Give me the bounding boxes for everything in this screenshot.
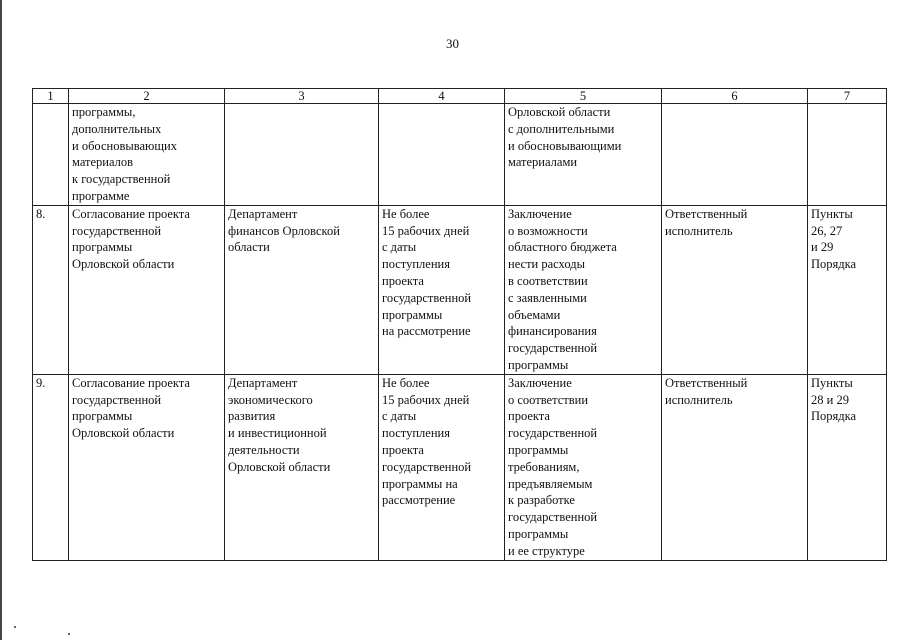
header-cell-col-4: 4: [379, 89, 505, 104]
table-cell-col-1: [33, 374, 69, 560]
cell-text-line: государственной: [72, 223, 162, 238]
table-cell-col-4: [379, 104, 505, 206]
header-cell-col-1: 1: [33, 89, 69, 104]
table-cell-col-6: [662, 374, 808, 560]
cell-text-line: Заключение: [508, 375, 572, 390]
table-cell-col-7: [808, 205, 887, 374]
cell-text-line: Орловской области: [228, 459, 331, 474]
table-cell-col-2: [69, 374, 225, 560]
table-cell-col-6: [662, 104, 808, 206]
table-row: [33, 374, 887, 560]
cell-text-line: программы: [508, 442, 569, 457]
cell-text-line: 15 рабочих дней: [382, 392, 470, 407]
cell-text-line: с заявленными: [508, 290, 587, 305]
cell-text-line: программы: [508, 357, 569, 372]
cell-text-line: государственной: [382, 459, 472, 474]
cell-text-line: программы: [72, 409, 133, 424]
cell-text-line: рассмотрение: [382, 493, 456, 508]
cell-text-line: государственной: [508, 426, 598, 441]
cell-text-line: Согласование проекта: [72, 206, 190, 221]
cell-text-line: материалов: [72, 155, 134, 170]
cell-text-line: и обосновывающих: [72, 138, 177, 153]
cell-text-line: Согласование проекта: [72, 375, 190, 390]
cell-text-line: с даты: [382, 240, 417, 255]
cell-text-line: 26, 27: [811, 223, 843, 238]
cell-text-line: государственной: [382, 290, 472, 305]
page-left-edge: [0, 0, 2, 640]
header-cell-col-5: 5: [505, 89, 662, 104]
page-number: 30: [446, 36, 459, 51]
cell-text-line: государственной: [508, 510, 598, 525]
table-cell-col-3: [225, 104, 379, 206]
cell-text-line: 28 и 29: [811, 392, 849, 407]
cell-text-line: дополнительных: [72, 121, 162, 136]
cell-text-line: финансирования: [508, 324, 597, 339]
cell-text-line: программы: [72, 240, 133, 255]
table-cell-col-1: [33, 104, 69, 206]
header-cell-col-2: 2: [69, 89, 225, 104]
cell-text-line: Орловской области: [508, 105, 611, 119]
cell-text-line: Не более: [382, 375, 430, 390]
cell-text-line: государственной: [72, 392, 162, 407]
cell-text-line: и инвестиционной: [228, 426, 327, 441]
cell-text-line: программы на: [382, 476, 458, 491]
header-cell-col-3: 3: [225, 89, 379, 104]
cell-text-line: проекта: [382, 442, 424, 457]
cell-text-line: и ее структуре: [508, 543, 585, 558]
cell-text-line: экономического: [228, 392, 313, 407]
cell-text-line: финансов Орловской: [228, 223, 340, 238]
scan-speck: [14, 626, 16, 628]
cell-text-line: Ответственный: [665, 375, 748, 390]
cell-text-line: Департамент: [228, 206, 298, 221]
cell-text-line: области: [228, 240, 270, 255]
table-cell-col-5: [505, 104, 662, 206]
cell-text-line: о возможности: [508, 223, 588, 238]
cell-text-line: Орловской области: [72, 257, 175, 272]
table-cell-col-3: [225, 374, 379, 560]
cell-text-line: 8.: [36, 206, 46, 221]
cell-text-line: материалами: [508, 155, 578, 170]
header-row: [33, 89, 887, 104]
header-cell-col-6: 6: [662, 89, 808, 104]
cell-text-line: программе: [72, 188, 130, 203]
cell-text-line: областного бюджета: [508, 240, 617, 255]
table-cell-col-2: [69, 205, 225, 374]
cell-text-line: Орловской области: [72, 426, 175, 441]
cell-text-line: исполнитель: [665, 392, 733, 407]
cell-text-line: развития: [228, 409, 276, 424]
cell-text-line: к государственной: [72, 172, 171, 187]
cell-text-line: исполнитель: [665, 223, 733, 238]
cell-text-line: объемами: [508, 307, 561, 322]
table-cell-col-2: [69, 104, 225, 206]
cell-text-line: поступления: [382, 426, 450, 441]
cell-text-line: Заключение: [508, 206, 572, 221]
cell-text-line: Ответственный: [665, 206, 748, 221]
cell-text-line: требованиям,: [508, 459, 580, 474]
table-cell-col-6: [662, 205, 808, 374]
table-cell-col-4: [379, 374, 505, 560]
cell-text-line: 9.: [36, 375, 46, 390]
cell-text-line: к разработке: [508, 493, 575, 508]
cell-text-line: нести расходы: [508, 257, 585, 272]
scan-speck: [68, 633, 70, 635]
table-cell-col-7: [808, 104, 887, 206]
cell-text-line: программы: [382, 307, 443, 322]
cell-text-line: проекта: [508, 409, 550, 424]
table-cell-col-7: [808, 374, 887, 560]
cell-text-line: проекта: [382, 273, 424, 288]
header-cell-col-7: 7: [808, 89, 887, 104]
cell-text-line: Пункты: [811, 375, 853, 390]
table-cell-col-4: [379, 205, 505, 374]
table-cell-col-5: [505, 374, 662, 560]
table-row: [33, 104, 887, 206]
cell-text-line: поступления: [382, 257, 450, 272]
cell-text-line: предъявляемым: [508, 476, 593, 491]
table-body: [33, 104, 887, 561]
table-cell-col-3: [225, 205, 379, 374]
table-cell-col-1: [33, 205, 69, 374]
cell-text-line: с даты: [382, 409, 417, 424]
cell-text-line: 15 рабочих дней: [382, 223, 470, 238]
table-cell-col-5: [505, 205, 662, 374]
cell-text-line: Департамент: [228, 375, 298, 390]
cell-text-line: Порядка: [811, 409, 857, 424]
table-row: [33, 205, 887, 374]
cell-text-line: программы,: [72, 105, 136, 119]
cell-text-line: с дополнительными: [508, 121, 615, 136]
cell-text-line: Не более: [382, 206, 430, 221]
cell-text-line: на рассмотрение: [382, 324, 471, 339]
cell-text-line: государственной: [508, 341, 598, 356]
cell-text-line: и обосновывающими: [508, 138, 622, 153]
procedure-table: [32, 88, 887, 561]
cell-text-line: программы: [508, 526, 569, 541]
cell-text-line: в соответствии: [508, 273, 588, 288]
cell-text-line: Порядка: [811, 257, 857, 272]
cell-text-line: Пункты: [811, 206, 853, 221]
cell-text-line: и 29: [811, 240, 834, 255]
cell-text-line: о соответствии: [508, 392, 589, 407]
cell-text-line: деятельности: [228, 442, 300, 457]
